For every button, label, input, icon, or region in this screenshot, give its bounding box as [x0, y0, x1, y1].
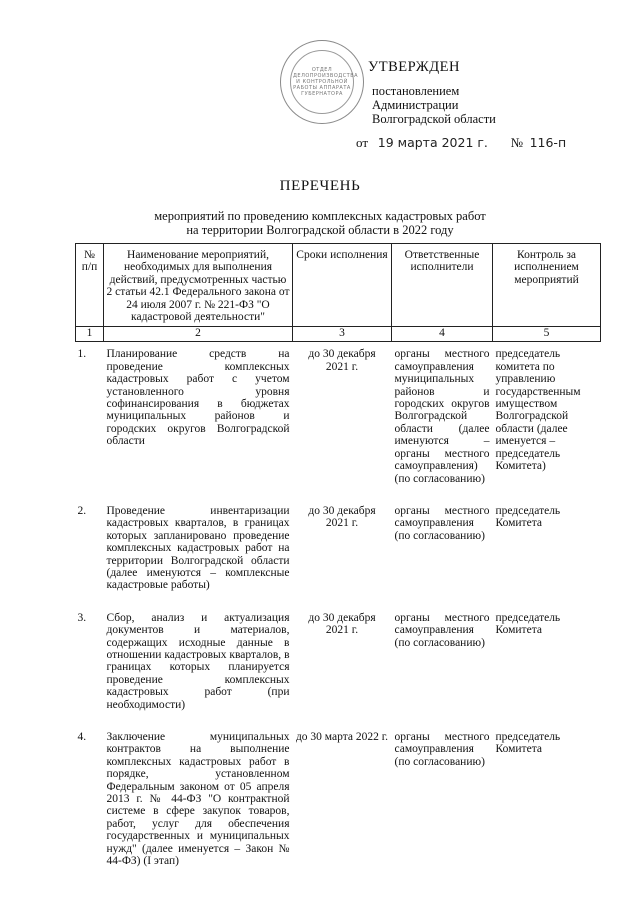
row-executor: органы местного самоуправления (по согласованию) [394, 611, 490, 649]
table-row [76, 485, 601, 592]
date-prefix: от [356, 135, 369, 150]
approval-date: 19 марта 2021 г. [377, 135, 488, 150]
approval-date-line [356, 136, 566, 150]
document-subtitle [0, 209, 640, 237]
approval-title: УТВЕРЖДЕН [368, 59, 460, 75]
row-executor: органы местного самоуправления (по согласованию) [394, 504, 490, 542]
header-name: Наименование мероприятий, необходимых для выполнения действий, предусмотренных частью 2 статьи 42.1 Федерального закона от 24 июля 2007 г. № 221-ФЗ "О кадастровой деятельности" [104, 244, 293, 327]
approval-block [356, 60, 566, 150]
column-number: 1 [76, 327, 104, 342]
row-number: 2. [77, 504, 87, 517]
approval-line-3: Волгоградской области [372, 112, 496, 126]
official-stamp [280, 40, 364, 124]
row-name: Планирование средств на проведение комплексных кадастровых работ с учетом установленного уровня софинансирования в бюджетах муниципальных районов и городских округов Волгоградской области [106, 348, 290, 448]
approval-line-2: Администрации [372, 98, 459, 112]
row-control: председатель Комитета [495, 731, 561, 756]
row-executor: органы местного самоуправления муниципальных районов и городских округов Волгоградской области (далее именуются – органы местного самоуправления) (по согласованию) [394, 348, 490, 485]
header-number: № п/п [76, 244, 104, 327]
table-row [76, 592, 601, 711]
measures-table [75, 243, 601, 867]
table-header-row [76, 244, 601, 327]
approval-line-1: постановлением [372, 84, 460, 98]
row-number: 4. [77, 731, 87, 743]
header-executor: Ответственные исполнители [392, 244, 493, 327]
row-number: 3. [77, 611, 87, 624]
column-number-row [76, 327, 601, 342]
row-control: председатель комитета по управлению государственным имуществом Волгоградской области (далее именуется – председатель Комитета) [495, 348, 581, 473]
row-name: Проведение инвентаризации кадастровых кварталов, в границах которых запланировано проведение комплексных кадастровых работ на территории Волгоградской области (далее именуются – комплексные кадастровые работы) [106, 504, 290, 592]
column-number: 4 [392, 327, 493, 342]
subtitle-line-2: на территории Волгоградской области в 2022 году [186, 223, 454, 237]
row-name: Заключение муниципальных контрактов на выполнение комплексных кадастровых работ в порядке, установленном Федеральным законом от 05 апреля 2013 г. № 44-ФЗ "О контрактной системе в сфере закупок товаров, работ, услуг для обеспечения государственных и муниципальных нужд" (далее именуется – Закон № 44-ФЗ) (I этап) [106, 731, 290, 868]
row-deadline: до 30 декабря 2021 г. [308, 611, 376, 637]
header-deadline: Сроки исполнения [293, 244, 392, 327]
column-number: 3 [293, 327, 392, 342]
row-number: 1. [77, 348, 87, 361]
row-control: председатель Комитета [495, 611, 561, 637]
header-control: Контроль за исполнением мероприятий [493, 244, 601, 327]
row-name: Сбор, анализ и актуализация документов и материалов, содержащих исходные данные в отношении кадастровых кварталов, в границах которых планируется проведение комплексных кадастровых работ (при необходимости) [106, 611, 290, 711]
approval-number: 116-п [529, 135, 567, 150]
subtitle-line-1: мероприятий по проведению комплексных кадастровых работ [154, 209, 486, 223]
table-row [76, 342, 601, 485]
row-control: председатель Комитета [495, 504, 561, 530]
number-prefix: № [510, 135, 524, 150]
table-row [76, 711, 601, 867]
row-deadline: до 30 декабря 2021 г. [308, 348, 376, 373]
row-deadline: до 30 марта 2022 г. [295, 731, 389, 743]
row-executor: органы местного самоуправления (по согласованию) [394, 731, 490, 768]
row-deadline: до 30 декабря 2021 г. [308, 504, 376, 530]
column-number: 5 [493, 327, 601, 342]
column-number: 2 [104, 327, 293, 342]
stamp-text: ОТДЕЛ ДЕЛОПРОИЗВОДСТВА И КОНТРОЛЬНОЙ РАБОТЫ АППАРАТА ГУБЕРНАТОРА [293, 67, 359, 97]
document-title: ПЕРЕЧЕНЬ [279, 178, 361, 194]
